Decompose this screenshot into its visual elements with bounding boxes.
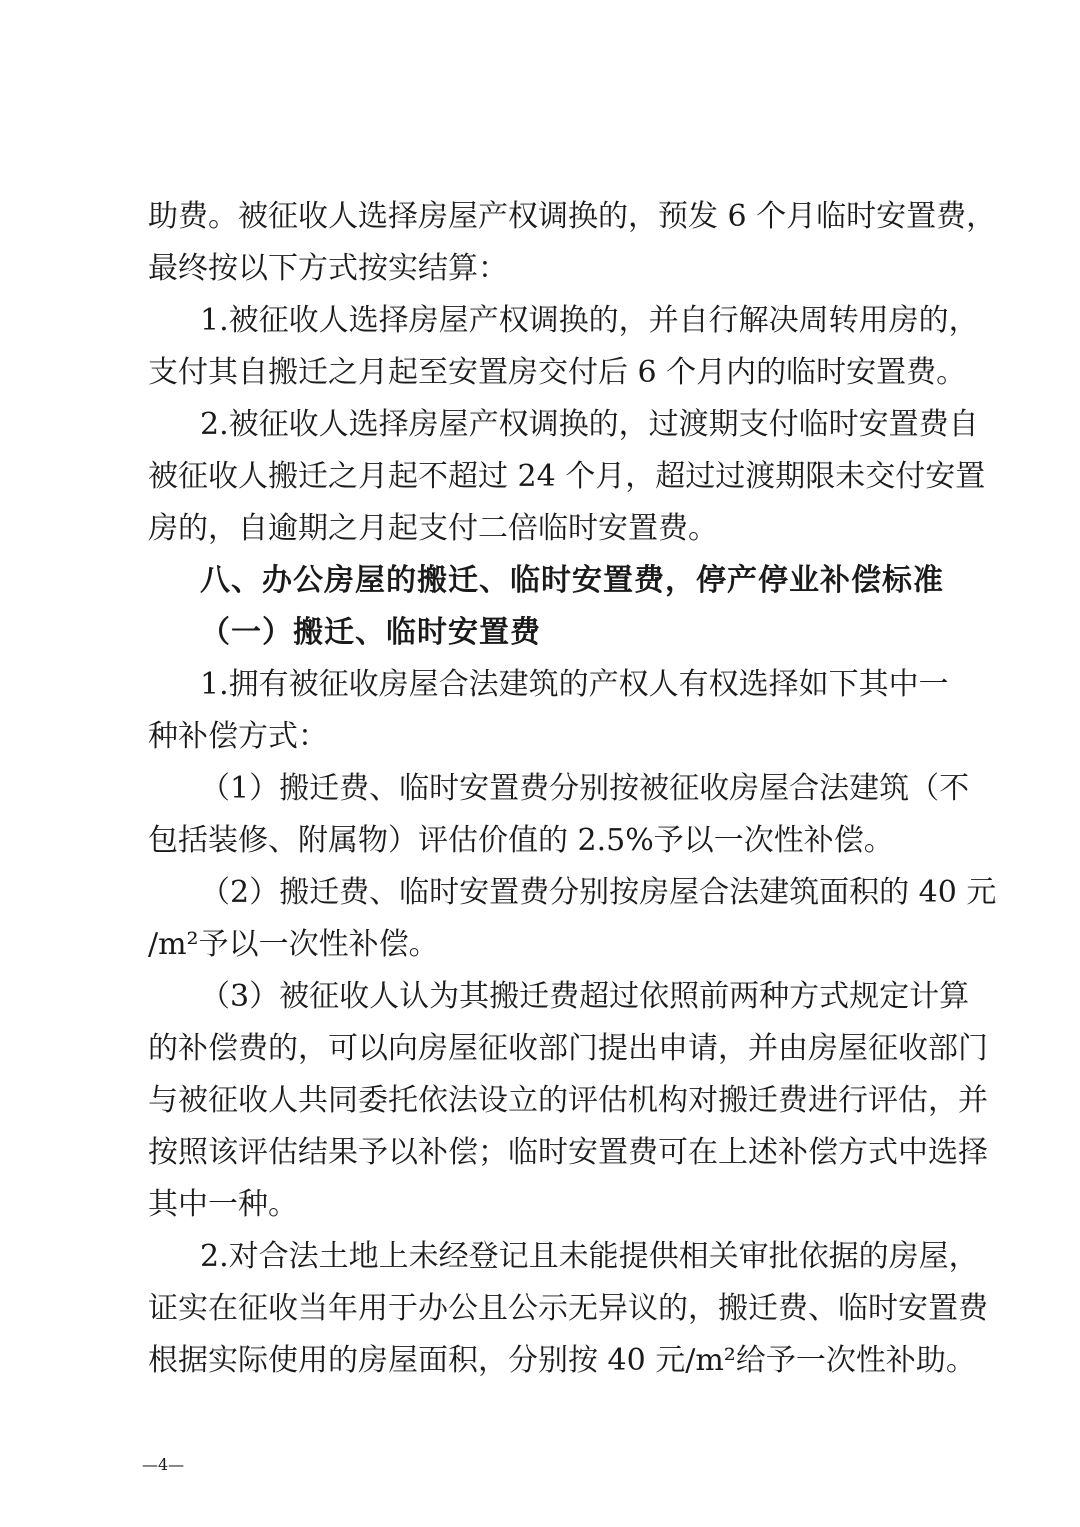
paragraph-line: 的补偿费的，可以向房屋征收部门提出申请，并由房屋征收部门 bbox=[148, 1031, 988, 1066]
paragraph-line: 支付其自搬迁之月起至安置房交付后 6 个月内的临时安置费。 bbox=[148, 355, 967, 390]
paragraph-line: 房的，自逾期之月起支付二倍临时安置费。 bbox=[148, 511, 718, 546]
paragraph-line: 种补偿方式： bbox=[148, 719, 328, 754]
paragraph-line: 根据实际使用的房屋面积，分别按 40 元/m²给予一次性补助。 bbox=[148, 1343, 976, 1378]
subsection-heading: （一）搬迁、临时安置费 bbox=[200, 615, 541, 650]
paragraph-line: 1.拥有被征收房屋合法建筑的产权人有权选择如下其中一 bbox=[200, 667, 949, 702]
paragraph-line: 按照该评估结果予以补偿；临时安置费可在上述补偿方式中选择 bbox=[148, 1135, 988, 1170]
paragraph-line: 证实在征收当年用于办公且公示无异议的，搬迁费、临时安置费 bbox=[148, 1291, 988, 1326]
paragraph-line: 与被征收人共同委托依法设立的评估机构对搬迁费进行评估，并 bbox=[148, 1083, 988, 1118]
paragraph-line: （1）搬迁费、临时安置费分别按被征收房屋合法建筑（不 bbox=[200, 771, 970, 806]
paragraph-line: 被征收人搬迁之月起不超过 24 个月，超过过渡期限未交付安置 bbox=[148, 459, 986, 494]
section-heading: 八、办公房屋的搬迁、临时安置费，停产停业补偿标准 bbox=[200, 563, 944, 598]
paragraph-line: 2.对合法土地上未经登记且未能提供相关审批依据的房屋， bbox=[200, 1239, 979, 1274]
paragraph-line: 1.被征收人选择房屋产权调换的，并自行解决周转用房的， bbox=[200, 303, 979, 338]
paragraph-line: 最终按以下方式按实结算： bbox=[148, 251, 508, 286]
paragraph-line: /m²予以一次性补偿。 bbox=[148, 927, 439, 962]
paragraph-line: 包括装修、附属物）评估价值的 2.5%予以一次性补偿。 bbox=[148, 823, 894, 858]
paragraph-line: 其中一种。 bbox=[148, 1187, 298, 1222]
paragraph-line: 助费。被征收人选择房屋产权调换的，预发 6 个月临时安置费， bbox=[148, 199, 997, 234]
paragraph-line: （3）被征收人认为其搬迁费超过依照前两种方式规定计算 bbox=[200, 979, 970, 1014]
paragraph-line: 2.被征收人选择房屋产权调换的，过渡期支付临时安置费自 bbox=[200, 407, 979, 442]
paragraph-line: （2）搬迁费、临时安置费分别按房屋合法建筑面积的 40 元 bbox=[200, 875, 997, 910]
page-number: —4— bbox=[142, 1455, 185, 1474]
